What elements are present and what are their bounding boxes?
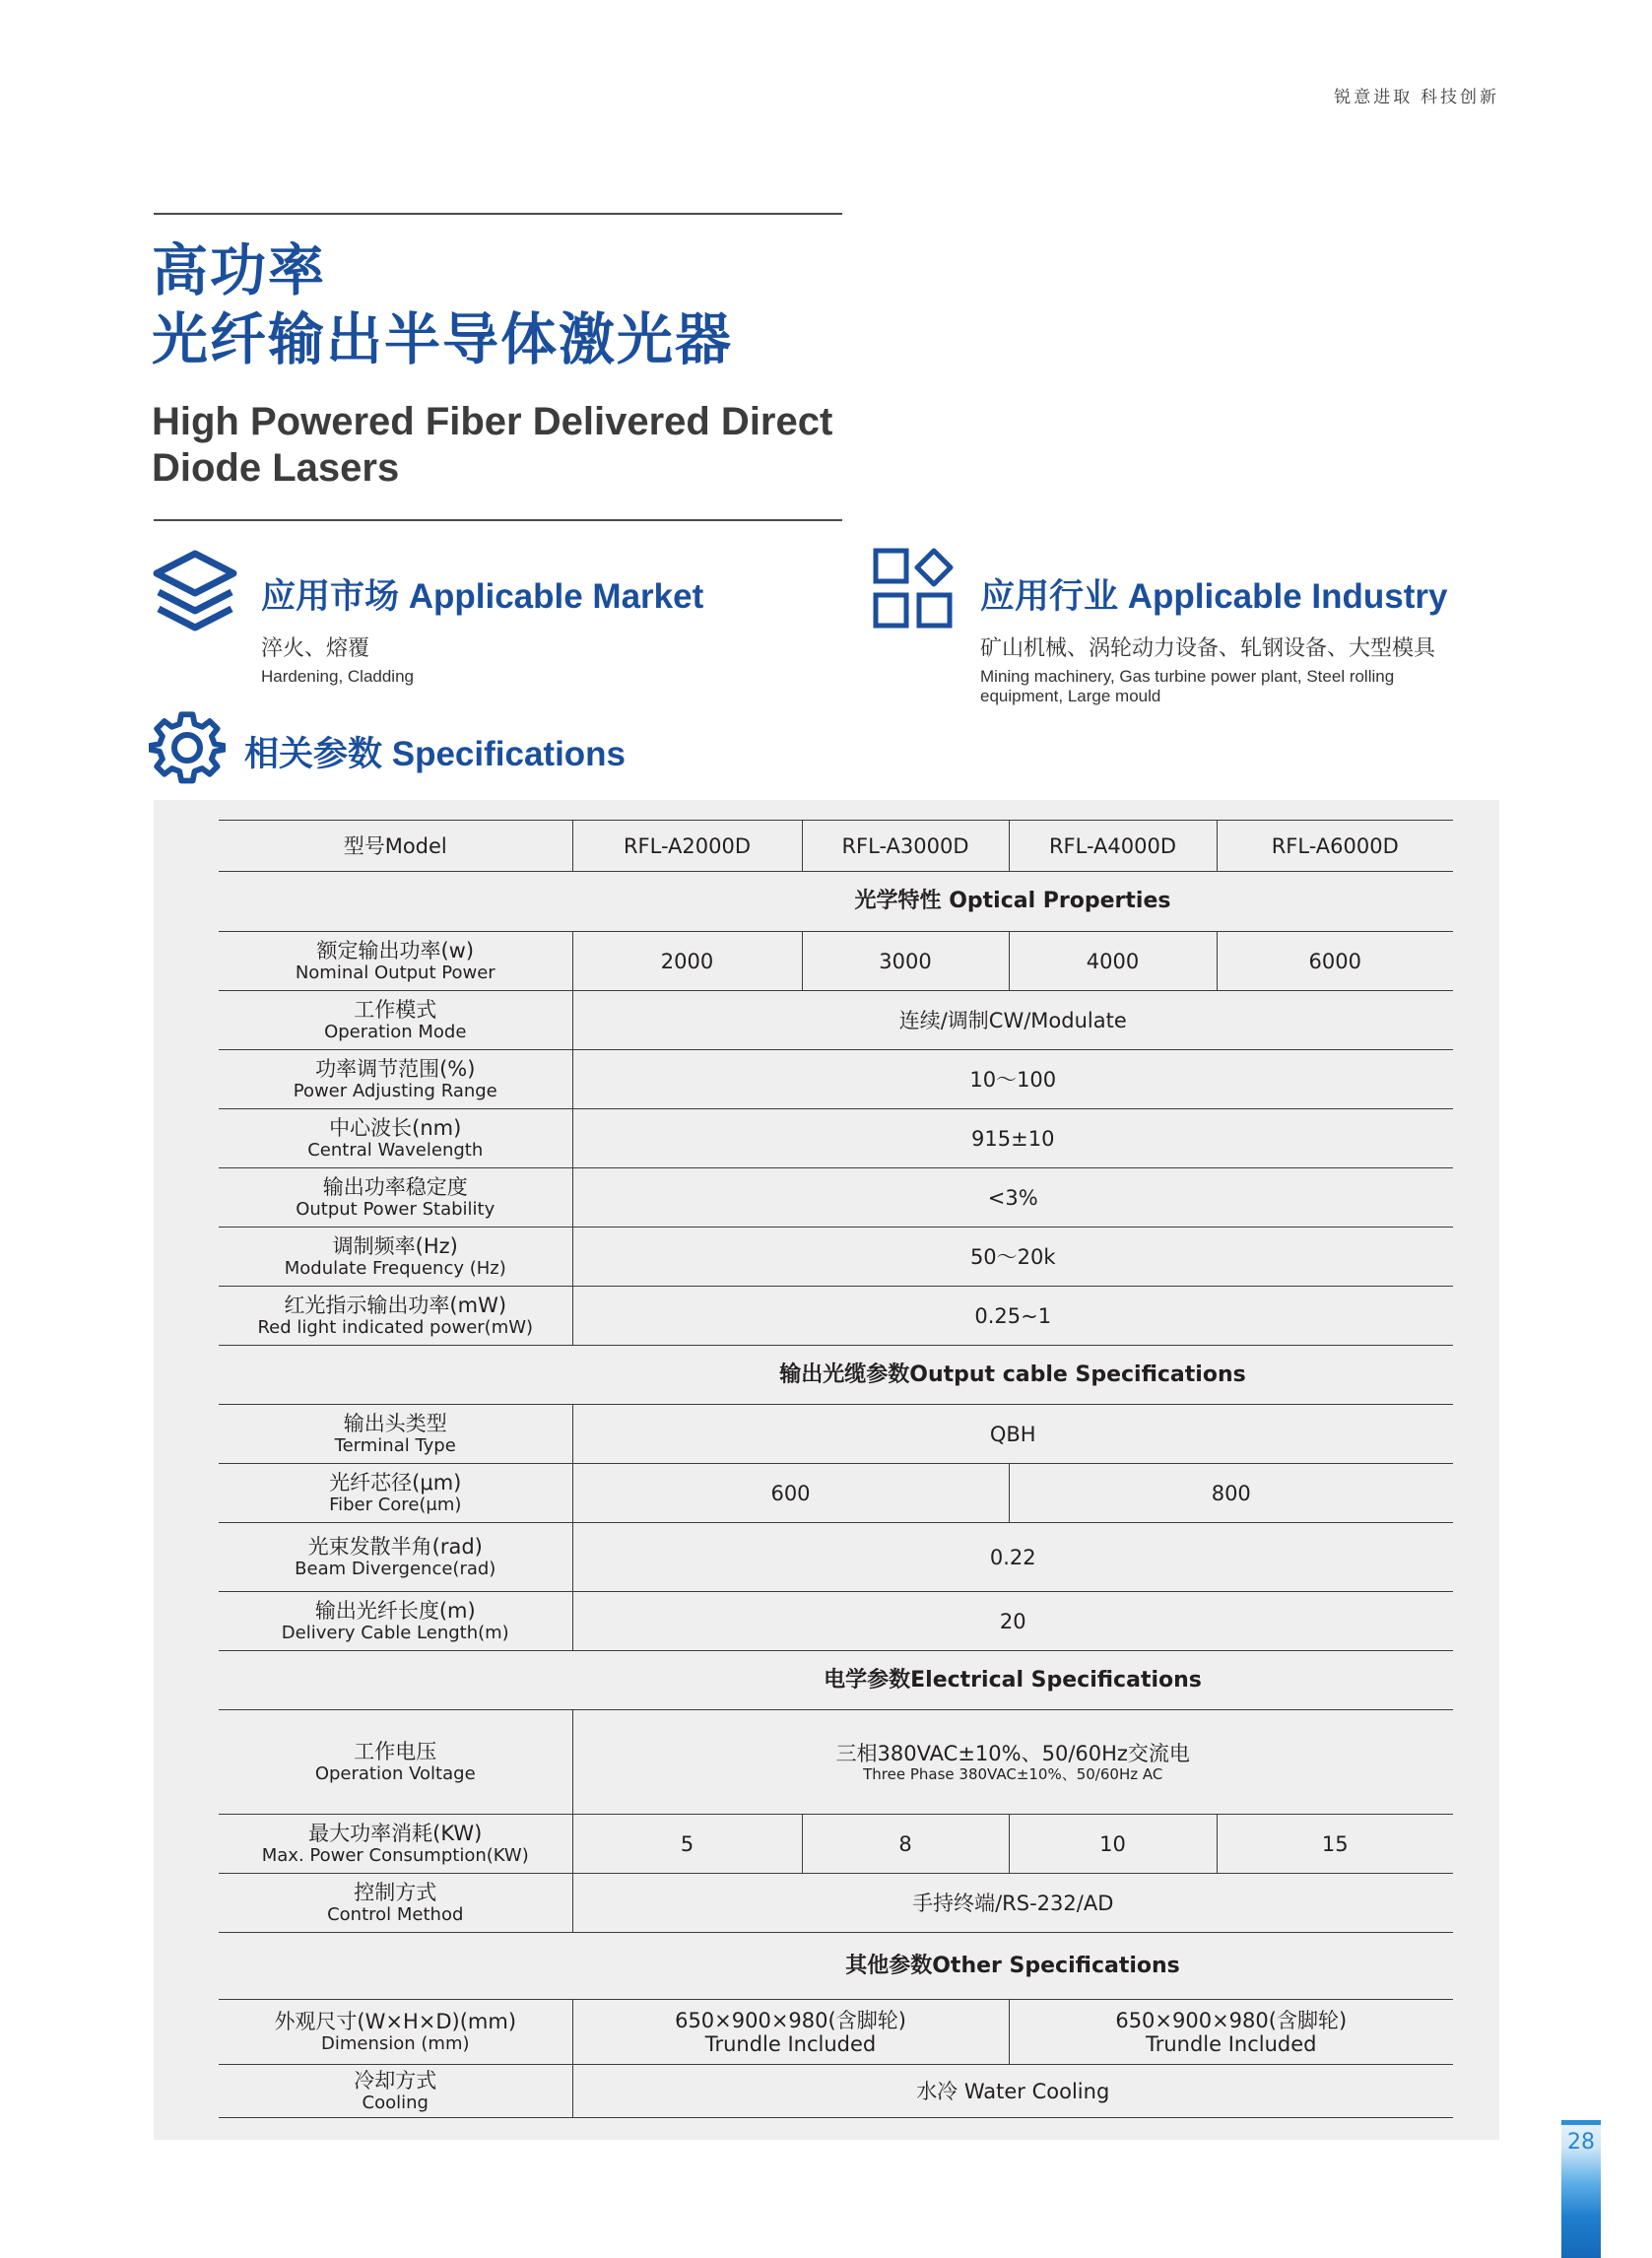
specs-heading: 相关参数 Specifications bbox=[244, 735, 627, 773]
row-label: 额定输出功率(w) Nominal Output Power bbox=[219, 932, 572, 991]
row-label: 红光指示输出功率(mW) Red light indicated power(mW) bbox=[219, 1287, 572, 1346]
slogan: 锐意进取 科技创新 bbox=[1334, 88, 1499, 106]
table-row bbox=[219, 1592, 1453, 1651]
value-cell: 0.22 bbox=[572, 1523, 1453, 1592]
market-heading: 应用市场 Applicable Market bbox=[261, 577, 704, 616]
row-label: 最大功率消耗(KW) Max. Power Consumption(KW) bbox=[219, 1815, 572, 1874]
model-label: 型号Model bbox=[219, 821, 572, 872]
bottom-rule bbox=[154, 519, 842, 521]
table-row bbox=[219, 1050, 1453, 1109]
cable-section: 输出光缆参数Output cable Specifications bbox=[572, 1346, 1453, 1405]
top-rule bbox=[154, 213, 842, 215]
value-cell: 5 bbox=[572, 1815, 802, 1874]
value-cell: 三相380VAC±10%、50/60Hz交流电 Three Phase 380VAC±10%、50/60Hz AC bbox=[572, 1710, 1453, 1815]
value-cell: 50～20k bbox=[572, 1228, 1453, 1287]
value-cell: 连续/调制CW/Modulate bbox=[572, 991, 1453, 1050]
market-cn: 淬火、熔覆 bbox=[261, 635, 370, 660]
value-cell: 2000 bbox=[572, 932, 802, 991]
title-cn-line1: 高功率 bbox=[152, 239, 326, 302]
value-cell: 6000 bbox=[1217, 932, 1453, 991]
table-row bbox=[219, 1710, 1453, 1815]
market-en: Hardening, Cladding bbox=[261, 667, 414, 686]
value-cell: 10 bbox=[1009, 1815, 1217, 1874]
model-3: RFL-A4000D bbox=[1009, 821, 1217, 872]
table-row bbox=[219, 1523, 1453, 1592]
table-row bbox=[219, 2000, 1453, 2065]
table-row bbox=[219, 932, 1453, 991]
industry-cn: 矿山机械、涡轮动力设备、轧钢设备、大型模具 bbox=[980, 635, 1436, 660]
layers-icon bbox=[151, 548, 239, 632]
value-cell: 水冷 Water Cooling bbox=[572, 2065, 1453, 2118]
table-row bbox=[219, 1168, 1453, 1228]
table-row bbox=[219, 1287, 1453, 1346]
industry-en bbox=[980, 667, 1394, 706]
value-cell: 8 bbox=[802, 1815, 1009, 1874]
model-2: RFL-A3000D bbox=[802, 821, 1009, 872]
row-label: 工作模式 Operation Mode bbox=[219, 991, 572, 1050]
value-cell: 650×900×980(含脚轮) Trundle Included bbox=[1009, 2000, 1453, 2065]
optical-section: 光学特性 Optical Properties bbox=[572, 872, 1453, 932]
page-number: 28 bbox=[1567, 2130, 1595, 2155]
table-row bbox=[219, 991, 1453, 1050]
row-label: 输出光纤长度(m) Delivery Cable Length(m) bbox=[219, 1592, 572, 1651]
table-row bbox=[219, 1464, 1453, 1523]
row-label: 功率调节范围(%) Power Adjusting Range bbox=[219, 1050, 572, 1109]
table-row bbox=[219, 1815, 1453, 1874]
industry-heading: 应用行业 Applicable Industry bbox=[980, 577, 1448, 616]
row-label: 控制方式 Control Method bbox=[219, 1874, 572, 1933]
value-cell: 915±10 bbox=[572, 1109, 1453, 1168]
industry-en-line2: equipment, Large mould bbox=[980, 687, 1161, 705]
table-row bbox=[219, 2065, 1453, 2118]
row-label: 工作电压 Operation Voltage bbox=[219, 1710, 572, 1815]
value-cell: QBH bbox=[572, 1405, 1453, 1464]
table-row-section bbox=[219, 872, 1453, 932]
value-cell: 15 bbox=[1217, 1815, 1453, 1874]
table-row-section bbox=[219, 1933, 1453, 2000]
value-cell: 800 bbox=[1009, 1464, 1453, 1523]
grid-icon bbox=[873, 548, 956, 631]
row-label: 冷却方式 Cooling bbox=[219, 2065, 572, 2118]
row-label: 光束发散半角(rad) Beam Divergence(rad) bbox=[219, 1523, 572, 1592]
value-cell: 650×900×980(含脚轮) Trundle Included bbox=[572, 2000, 1009, 2065]
row-label: 光纤芯径(μm) Fiber Core(μm) bbox=[219, 1464, 572, 1523]
value-cell: <3% bbox=[572, 1168, 1453, 1228]
title-cn bbox=[152, 236, 733, 374]
table-row bbox=[219, 1405, 1453, 1464]
table-row-section bbox=[219, 1651, 1453, 1710]
title-en-line2: Diode Lasers bbox=[152, 446, 400, 490]
value-cell: 600 bbox=[572, 1464, 1009, 1523]
table-row bbox=[219, 1109, 1453, 1168]
table-row bbox=[219, 1874, 1453, 1933]
table-row-section bbox=[219, 1346, 1453, 1405]
page-tab-stripe bbox=[1561, 2120, 1601, 2125]
title-en-line1: High Powered Fiber Delivered Direct bbox=[152, 400, 833, 443]
value-cell: 3000 bbox=[802, 932, 1009, 991]
electrical-section: 电学参数Electrical Specifications bbox=[572, 1651, 1453, 1710]
table-row-model bbox=[219, 821, 1453, 872]
gear-icon bbox=[149, 709, 226, 786]
row-label: 输出头类型 Terminal Type bbox=[219, 1405, 572, 1464]
title-cn-line2: 光纤输出半导体激光器 bbox=[152, 308, 733, 371]
row-label: 外观尺寸(W×H×D)(mm) Dimension (mm) bbox=[219, 2000, 572, 2065]
value-cell: 20 bbox=[572, 1592, 1453, 1651]
value-cell: 10～100 bbox=[572, 1050, 1453, 1109]
row-label: 中心波长(nm) Central Wavelength bbox=[219, 1109, 572, 1168]
row-label: 调制频率(Hz) Modulate Frequency (Hz) bbox=[219, 1228, 572, 1287]
industry-en-line1: Mining machinery, Gas turbine power plant, Steel rolling bbox=[980, 667, 1395, 686]
other-section: 其他参数Other Specifications bbox=[572, 1933, 1453, 2000]
model-4: RFL-A6000D bbox=[1217, 821, 1453, 872]
model-1: RFL-A2000D bbox=[572, 821, 802, 872]
spec-table bbox=[219, 820, 1453, 2118]
table-row bbox=[219, 1228, 1453, 1287]
row-label: 输出功率稳定度 Output Power Stability bbox=[219, 1168, 572, 1228]
title-en bbox=[152, 399, 832, 492]
value-cell: 4000 bbox=[1009, 932, 1217, 991]
value-cell: 0.25~1 bbox=[572, 1287, 1453, 1346]
value-cell: 手持终端/RS-232/AD bbox=[572, 1874, 1453, 1933]
